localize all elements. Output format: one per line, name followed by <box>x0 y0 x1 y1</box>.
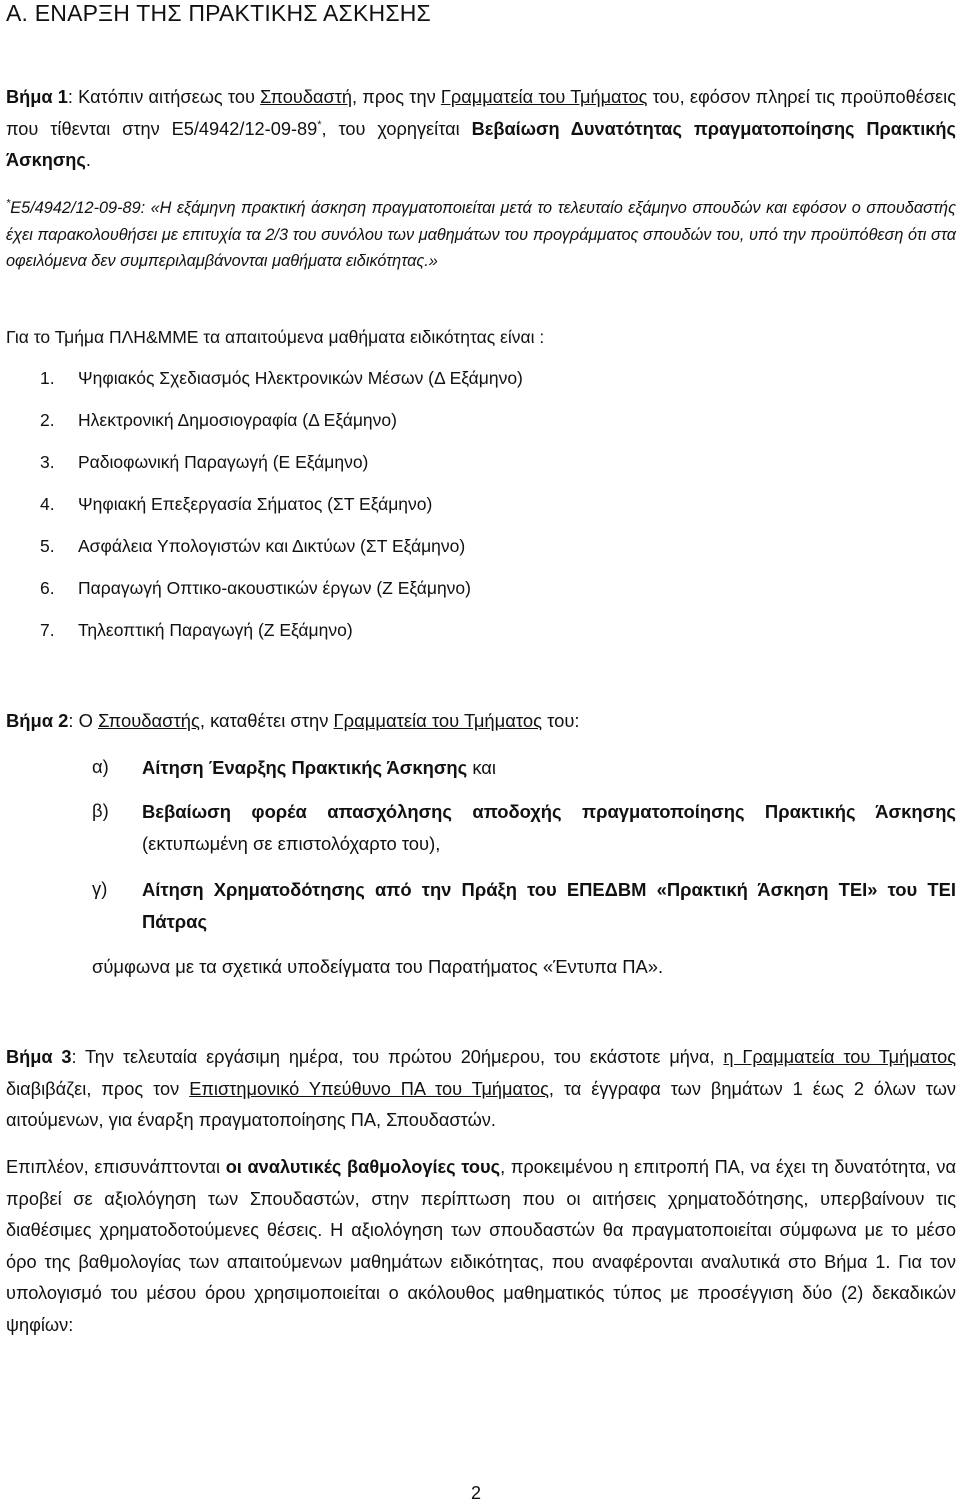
step1-student: Σπουδαστή <box>260 87 353 107</box>
item-c <box>142 874 956 938</box>
list-text: Παραγωγή Οπτικο-ακουστικών έργων (Ζ Εξάμηνο) <box>78 578 471 598</box>
list-item <box>40 578 471 599</box>
step1-secretariat: Γραμματεία του Τμήματος <box>440 87 648 107</box>
list-text: Ψηφιακή Επεξεργασία Σήματος (ΣΤ Εξάμηνο) <box>78 494 433 514</box>
item-b-rest: (εκτυπωμένη σε επιστολόχαρτο του), <box>142 833 441 854</box>
page-number: 2 <box>471 1483 482 1503</box>
grades-text-1: Επιπλέον, επισυνάπτονται <box>6 1157 226 1177</box>
list-item <box>40 452 368 473</box>
step3-text-1: : Την τελευταία εργάσιμη ημέρα, του πρώτου 20ήμερου, του εκάστοτε μήνα, <box>71 1047 724 1067</box>
footnote-text: Ε5/4942/12-09-89: «Η εξάμηνη πρακτική άσκηση πραγματοποιείται μετά το τελευταίο εξάμηνο σπουδών και εφόσον ο σπουδαστής έχει παρακολουθήσει με επιτυχία τα 2/3 του συνόλου των μαθημάτων του προγράμματος σπουδών του, υπό την προϋπόθεση ότι στα οφειλόμενα δεν συμπεριλαμβάνονται μαθήματα ειδικότητας.» <box>6 199 956 270</box>
item-a-bold: Αίτηση Έναρξης Πρακτικής Άσκησης <box>142 757 468 778</box>
item-b <box>142 796 956 860</box>
list-number: 4. <box>40 494 55 514</box>
list-item <box>40 536 465 557</box>
footnote-ref: * <box>317 118 322 131</box>
footnote <box>6 195 956 275</box>
list-item <box>40 410 397 431</box>
step1-text-3: του, εφόσον πληρεί τις προϋποθέσεις που τίθενται στην Ε5/4942/12-09-89 <box>6 87 956 139</box>
list-text: Ψηφιακός Σχεδιασμός Ηλεκτρονικών Μέσων (Δ Εξάμηνο) <box>78 368 523 388</box>
step2-student: Σπουδαστής <box>98 710 200 731</box>
section-heading: Α. ΕΝΑΡΞΗ ΤΗΣ ΠΡΑΚΤΙΚΗΣ ΑΣΚΗΣΗΣ <box>6 0 431 26</box>
list-item <box>40 620 353 641</box>
item-c-bold: Αίτηση Χρηματοδότησης από την Πράξη του ΕΠΕΔΒΜ «Πρακτική Άσκηση ΤΕΙ» του ΤΕΙ Πάτρας <box>142 879 956 932</box>
list-number: 2. <box>40 410 55 430</box>
step1-text-1: : Κατόπιν αιτήσεως του <box>67 87 261 107</box>
step1-text-2: , προς την <box>352 87 441 107</box>
step1-label: Βήμα 1 <box>6 87 68 107</box>
step3-text-2: διαβιβάζει, προς τον <box>6 1078 190 1099</box>
step2-text-2: , καταθέτει στην <box>199 710 334 731</box>
item-a-rest: και <box>467 757 497 778</box>
step2-text-1: : Ο <box>68 710 99 731</box>
grades-text-2: , προκειμένου η επιτροπή ΠΑ, να έχει τη δυνατότητα, να προβεί σε αξιολόγηση των Σπουδαστών, στην περίπτωση που οι αιτήσεις χρηματοδότησης, υπερβαίνουν τις διαθέσιμες χρηματοδοτούμενες θέσεις. Η αξιολόγηση των σπουδαστών θα πραγματοποιείται σύμφωνα με το μέσο όρο της βαθμολογίας των απαιτούμενων μαθημάτων ειδικότητας, που αναφέρονται αναλυτικά στο Βήμα 1. Για τον υπολογισμό του μέσου όρου χρησιμοποιείται ο ακόλουθος μαθηματικός τύπος με προσέγγιση δύο (2) δεκαδικών ψηφίων: <box>6 1157 956 1335</box>
item-label-c: γ) <box>92 878 108 899</box>
list-item <box>40 494 432 515</box>
list-text: Ασφάλεια Υπολογιστών και Δικτύων (ΣΤ Εξάμηνο) <box>78 536 466 556</box>
step2-text-3: του: <box>542 710 580 731</box>
item-label-a: α) <box>92 756 109 777</box>
list-text: Τηλεοπτική Παραγωγή (Ζ Εξάμηνο) <box>78 620 353 640</box>
footnote-mark: * <box>6 197 11 210</box>
step2-secretariat: Γραμματεία του Τμήματος <box>333 710 542 731</box>
list-number: 5. <box>40 536 55 556</box>
courses-intro: Για το Τμήμα ΠΛΗ&ΜΜΕ τα απαιτούμενα μαθήματα ειδικότητας είναι : <box>6 327 545 347</box>
step3-paragraph <box>6 1042 956 1137</box>
step3-supervisor: Επιστημονικό Υπεύθυνο ΠΑ του Τμήματος <box>189 1078 549 1099</box>
list-number: 7. <box>40 620 55 640</box>
grades-bold: οι αναλυτικές βαθμολογίες τους <box>225 1157 501 1177</box>
step1-text-4: , του χορηγείται <box>321 118 472 139</box>
list-number: 1. <box>40 368 55 388</box>
step1-text-5: . <box>85 150 91 170</box>
step1-certificate: Βεβαίωση Δυνατότητας πραγματοποίησης Πρακτικής Άσκησης <box>6 118 956 170</box>
step2-closing: σύμφωνα με τα σχετικά υποδείγματα του Παρατήματος «Έντυπα ΠΑ». <box>92 956 664 977</box>
step2-label: Βήμα 2 <box>6 710 69 731</box>
list-number: 6. <box>40 578 55 598</box>
grades-paragraph <box>6 1152 956 1341</box>
step1-paragraph <box>6 82 956 177</box>
item-a <box>142 752 956 784</box>
step3-secretariat: η Γραμματεία του Τμήματος <box>723 1047 956 1067</box>
list-number: 3. <box>40 452 55 472</box>
list-text: Ηλεκτρονική Δημοσιογραφία (Δ Εξάμηνο) <box>78 410 397 430</box>
item-label-b: β) <box>92 800 109 821</box>
step3-text-3: , τα έγγραφα των βημάτων 1 έως 2 όλων των αιτούμενων, για έναρξη πραγματοποίησης ΠΑ, Σπουδαστών. <box>6 1078 956 1130</box>
item-b-bold: Βεβαίωση φορέα απασχόλησης αποδοχής πραγματοποίησης Πρακτικής Άσκησης <box>142 801 956 822</box>
list-text: Ραδιοφωνική Παραγωγή (Ε Εξάμηνο) <box>78 452 369 472</box>
list-item <box>40 368 523 389</box>
step3-label: Βήμα 3 <box>6 1047 72 1067</box>
step2-paragraph <box>6 710 580 732</box>
